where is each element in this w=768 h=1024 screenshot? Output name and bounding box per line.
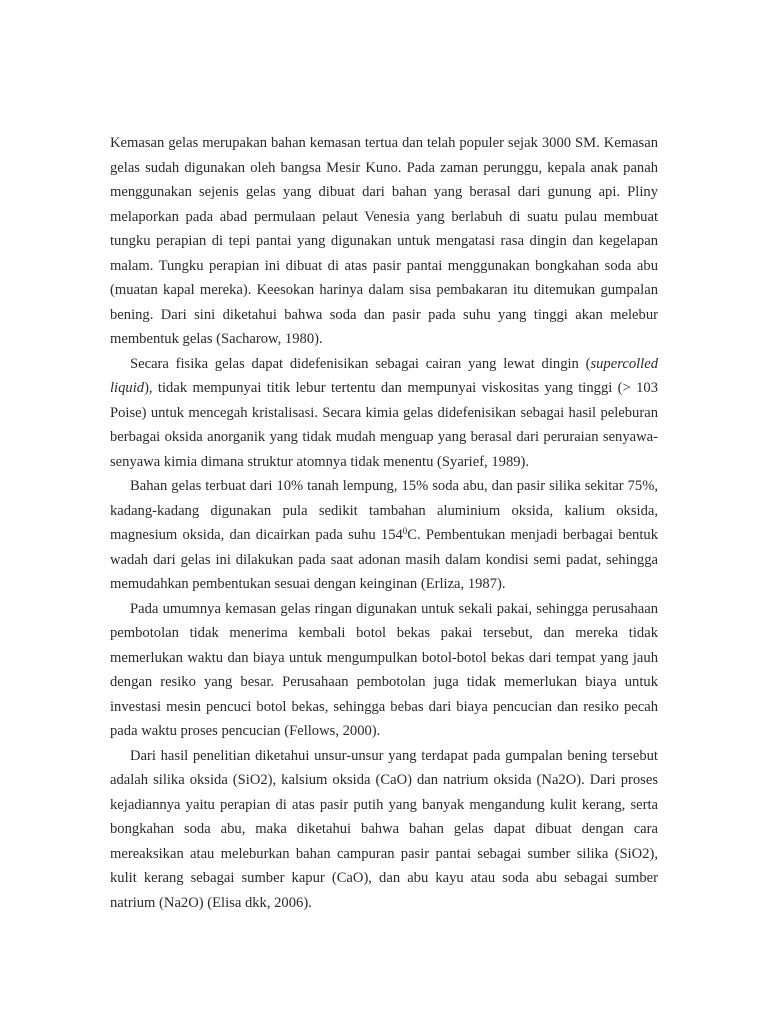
document-body bbox=[110, 131, 658, 915]
paragraph-text: ), tidak mempunyai titik lebur tertentu dan mempunyai viskositas yang tinggi (> 103 Poise) untuk mencegah kristalisasi. Secara kimia gelas didefenisikan sebagai hasil peleburan berbagai oksida anorganik yang tidak mudah menguap yang berasal dari peruraian senyawa-senyawa kimia dimana struktur atomnya tidak menentu (Syarief, 1989). bbox=[110, 380, 658, 470]
paragraph-text: Kemasan gelas merupakan bahan kemasan tertua dan telah populer sejak 3000 SM. Kemasan gelas sudah digunakan oleh bangsa Mesir Kuno. Pada zaman perunggu, kepala anak panah menggunakan sejenis gelas yang dibuat dari bahan yang berasal dari gunung api. Pliny melaporkan pada abad permulaan pelaut Venesia yang berlabuh di suatu pulau membuat tungku perapian di tepi pantai yang digunakan untuk mengatasi rasa dingin dan kegelapan malam. Tungku perapian ini dibuat di atas pasir pantai menggunakan bongkahan soda abu (muatan kapal mereka). Keesokan harinya dalam sisa pembakaran itu ditemukan gumpalan bening. Dari sini diketahui bahwa soda dan pasir pada suhu yang tinggi akan melebur membentuk gelas (Sacharow, 1980). bbox=[110, 135, 658, 347]
paragraph-4 bbox=[110, 597, 658, 744]
paragraph-text: Pada umumnya kemasan gelas ringan digunakan untuk sekali pakai, sehingga perusahaan pembotolan tidak menerima kembali botol bekas pakai tersebut, dan mereka tidak memerlukan waktu dan biaya untuk mengumpulkan botol-botol bekas dari tempat yang jauh dengan resiko yang besar. Perusahaan pembotolan juga tidak memerlukan biaya untuk investasi mesin pencuci botol bekas, sehingga bebas dari biaya pencucian dan resiko pecah pada waktu proses pencucian (Fellows, 2000). bbox=[110, 600, 658, 739]
paragraph-2 bbox=[110, 352, 658, 475]
paragraph-text: Dari hasil penelitian diketahui unsur-unsur yang terdapat pada gumpalan bening tersebut adalah silika oksida (SiO2), kalsium oksida (CaO) dan natrium oksida (Na2O). Dari proses kejadiannya yaitu perapian di atas pasir putih yang banyak mengandung kulit kerang, serta bongkahan soda abu, maka diketahui bahwa bahan gelas dapat dibuat dengan cara mereaksikan atau meleburkan bahan campuran pasir pantai sebagai sumber silika (SiO2), kulit kerang sebagai sumber kapur (CaO), dan abu kayu atau soda abu sebagai sumber natrium (Na2O) (Elisa dkk, 2006). bbox=[110, 747, 658, 911]
degree-superscript: 0 bbox=[402, 526, 408, 536]
paragraph-text: C. Pembentukan menjadi berbagai bentuk wadah dari gelas ini dilakukan pada saat adonan masih dalam kondisi semi padat, sehingga memudahkan pembentukan sesuai dengan keinginan (Erliza, 1987). bbox=[110, 527, 659, 592]
paragraph-1 bbox=[110, 131, 658, 352]
paragraph-3 bbox=[110, 474, 658, 597]
italic-term: supercolled liquid bbox=[110, 355, 658, 396]
paragraph-5 bbox=[110, 744, 658, 916]
paragraph-text: Secara fisika gelas dapat didefenisikan sebagai cairan yang lewat dingin ( bbox=[130, 355, 591, 372]
paragraph-text: Bahan gelas terbuat dari 10% tanah lempung, 15% soda abu, dan pasir silika sekitar 75%, kadang-kadang digunakan pula sedikit tambahan aluminium oksida, kalium oksida, magnesium oksida, dan dicairkan pada suhu 154 bbox=[110, 478, 658, 543]
